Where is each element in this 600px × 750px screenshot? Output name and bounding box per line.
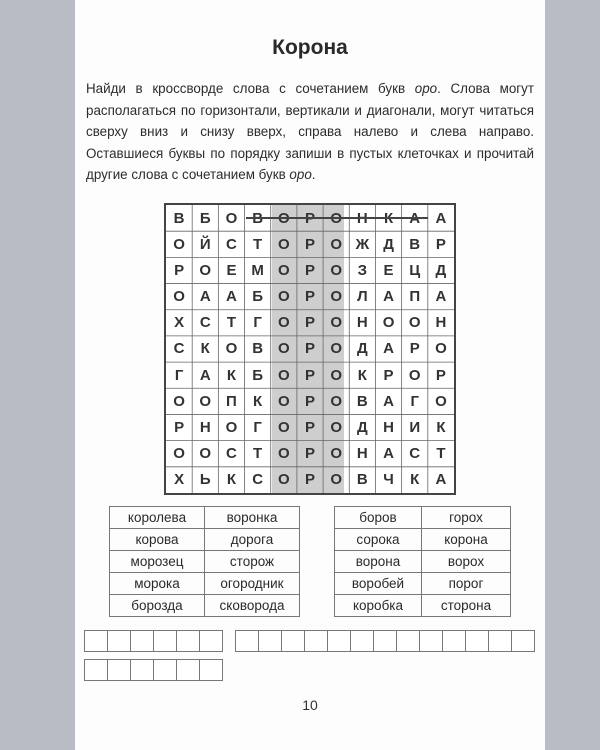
grid-cell: О <box>277 288 290 306</box>
found-word-strike <box>246 217 428 219</box>
page-title: Корона <box>272 36 348 59</box>
grid-cell: Д <box>383 235 394 253</box>
grid-cell: О <box>277 419 290 437</box>
grid-cell: Р <box>304 288 315 306</box>
grid-cell: С <box>199 314 211 332</box>
grid-cell: Т <box>253 445 263 463</box>
word-cell: дорога <box>205 529 300 551</box>
grid-cell: О <box>277 471 290 489</box>
grid-cell: Д <box>357 340 368 358</box>
word-row <box>110 595 300 617</box>
grid-cell: З <box>357 261 368 279</box>
instruction-emphasis: оро <box>289 167 312 182</box>
grid-cell: О <box>173 288 185 306</box>
grid-cell: В <box>409 235 421 253</box>
grid-cell: О <box>173 445 185 463</box>
grid-cell: А <box>435 209 447 227</box>
grid-cell: А <box>199 366 211 384</box>
grid-cell: О <box>277 445 290 463</box>
word-row <box>110 551 300 573</box>
word-row <box>110 529 300 551</box>
word-cell: сорока <box>335 529 422 551</box>
grid-cell: Р <box>304 314 315 332</box>
answer-boxes-row1-b[interactable] <box>235 630 534 652</box>
grid-cell: О <box>330 235 342 253</box>
grid-cell: Н <box>356 445 368 463</box>
grid-cell: Р <box>304 392 315 410</box>
grid-cell: О <box>408 314 421 332</box>
grid-cell: А <box>435 288 447 306</box>
grid-cell: О <box>277 366 290 384</box>
answer-box[interactable] <box>327 630 351 652</box>
word-cell: корона <box>422 529 511 551</box>
grid-cell: С <box>173 340 185 358</box>
grid-cell: Р <box>304 445 315 463</box>
grid-cell: Б <box>252 288 263 306</box>
answer-boxes-row2[interactable] <box>84 659 222 681</box>
grid-cell: С <box>226 445 237 463</box>
grid-cell: Р <box>304 419 315 437</box>
answer-box[interactable] <box>176 630 200 652</box>
grid-cell: С <box>409 445 421 463</box>
instruction-part: . Слова могут располагаться по горизонтали, вертикали и диагонали, могут читаться сверху вниз и снизу вверх, справа налево и слева направо. Оставшиеся буквы по порядку запиши в пустых клеточках и прочитай другие слова с сочетанием букв <box>86 81 534 182</box>
grid-cell: Е <box>383 261 394 279</box>
word-search-grid <box>164 203 456 495</box>
grid-cell: И <box>409 419 421 437</box>
grid-cell: Е <box>226 261 237 279</box>
answer-box[interactable] <box>488 630 512 652</box>
grid-cell: Д <box>357 419 368 437</box>
grid-cell: О <box>330 392 342 410</box>
word-row <box>110 507 300 529</box>
grid-cell: Г <box>410 392 419 410</box>
grid-cell: С <box>252 471 264 489</box>
grid-cell: С <box>226 235 237 253</box>
word-cell: воробей <box>335 573 422 595</box>
word-row <box>335 529 511 551</box>
grid-cell: А <box>383 445 394 463</box>
grid-cell: А <box>435 471 447 489</box>
grid-cell: Р <box>304 340 315 358</box>
word-list-left <box>109 506 300 617</box>
grid-cell: О <box>277 261 290 279</box>
grid-cell: Л <box>357 288 368 306</box>
grid-cell: О <box>330 340 342 358</box>
answer-box[interactable] <box>199 659 223 681</box>
grid-cell: Н <box>199 419 211 437</box>
word-row <box>335 507 511 529</box>
grid-cell: О <box>277 392 290 410</box>
answer-box[interactable] <box>153 630 177 652</box>
grid-cell: О <box>225 419 238 437</box>
grid-cell: Р <box>383 366 394 384</box>
grid-cell: О <box>408 366 421 384</box>
grid-cell: А <box>383 288 394 306</box>
answer-box[interactable] <box>84 659 108 681</box>
word-cell: коробка <box>335 595 422 617</box>
word-cell: боров <box>335 507 422 529</box>
word-cell: борозда <box>110 595 205 617</box>
answer-box[interactable] <box>258 630 282 652</box>
grid-cell: Н <box>435 314 447 332</box>
grid-cell: Т <box>436 445 446 463</box>
grid-cell: О <box>330 471 342 489</box>
word-cell: горох <box>422 507 511 529</box>
grid-cell: Ч <box>383 471 394 489</box>
grid-cell: К <box>226 366 237 384</box>
grid-cell: А <box>383 340 394 358</box>
grid-cell: В <box>173 209 185 227</box>
grid-cell: Ь <box>199 471 211 489</box>
grid-cell: О <box>199 445 212 463</box>
grid-cell: Х <box>174 471 185 489</box>
grid-cell: А <box>199 288 211 306</box>
grid-cell: О <box>330 261 342 279</box>
word-cell: воронка <box>205 507 300 529</box>
grid-cell: Х <box>174 314 185 332</box>
word-cell: королева <box>110 507 205 529</box>
answer-box[interactable] <box>373 630 397 652</box>
grid-cell: Ц <box>409 261 421 279</box>
grid-cell: К <box>410 471 420 489</box>
grid-cell: О <box>330 366 342 384</box>
grid-cell: А <box>383 392 394 410</box>
grid-cell: К <box>357 366 367 384</box>
word-cell: сторож <box>205 551 300 573</box>
grid-cell: П <box>409 288 421 306</box>
grid-cell: К <box>436 419 446 437</box>
grid-cell: Н <box>383 419 394 437</box>
instruction-part: Найди в кроссворде слова с сочетанием букв <box>86 81 415 96</box>
word-cell: огородник <box>205 573 300 595</box>
grid-cell: Р <box>304 235 315 253</box>
answer-box[interactable] <box>304 630 328 652</box>
answer-box[interactable] <box>130 659 154 681</box>
workbook-page <box>75 0 545 750</box>
answer-box[interactable] <box>442 630 466 652</box>
answer-box[interactable] <box>153 659 177 681</box>
word-row <box>335 595 511 617</box>
grid-cell: Р <box>435 235 446 253</box>
grid-cell: Г <box>253 314 262 332</box>
word-cell: ворона <box>335 551 422 573</box>
grid-cell: В <box>356 392 368 410</box>
answer-box[interactable] <box>199 630 223 652</box>
grid-cell: О <box>277 340 290 358</box>
answer-box[interactable] <box>107 630 131 652</box>
grid-cell: О <box>330 419 342 437</box>
grid-cell: О <box>435 340 447 358</box>
page-number: 10 <box>302 697 318 713</box>
grid-cell: Р <box>409 340 420 358</box>
grid-cell: Р <box>174 419 185 437</box>
answer-box[interactable] <box>176 659 200 681</box>
grid-cell: О <box>225 340 238 358</box>
grid-cell: Р <box>174 261 185 279</box>
grid-cell: О <box>435 392 447 410</box>
grid-cell: Й <box>199 235 211 253</box>
word-cell: морока <box>110 573 205 595</box>
grid-cell: В <box>252 340 264 358</box>
word-list-right <box>334 506 511 617</box>
grid-cell: Н <box>356 314 368 332</box>
word-cell: сковорода <box>205 595 300 617</box>
answer-boxes-row1-a[interactable] <box>84 630 222 652</box>
instruction-emphasis: оро <box>414 81 438 96</box>
grid-cell: Т <box>253 235 263 253</box>
answer-box[interactable] <box>84 630 108 652</box>
grid-cell: О <box>277 235 290 253</box>
grid-cell: К <box>200 340 210 358</box>
grid-cell: Р <box>304 471 315 489</box>
word-row <box>335 573 511 595</box>
grid-cell: Г <box>174 366 184 384</box>
grid-cell: О <box>277 314 290 332</box>
grid-cell: К <box>253 392 263 410</box>
grid-cell: Т <box>226 314 237 332</box>
grid-cell: Б <box>199 209 211 227</box>
word-cell: морозец <box>110 551 205 573</box>
grid-cell: Р <box>435 366 446 384</box>
grid-cell: Б <box>252 366 263 384</box>
word-cell: корова <box>110 529 205 551</box>
answer-box[interactable] <box>419 630 443 652</box>
grid-cell: О <box>382 314 395 332</box>
instruction-text <box>86 78 534 186</box>
grid-cell: Р <box>304 261 315 279</box>
grid-cell: Ж <box>355 235 370 253</box>
word-cell: порог <box>422 573 511 595</box>
answer-box[interactable] <box>396 630 420 652</box>
grid-cell: О <box>199 261 212 279</box>
answer-box[interactable] <box>235 630 259 652</box>
grid-cell: К <box>226 471 237 489</box>
grid-cell: Д <box>435 261 447 279</box>
grid-cell: Г <box>253 419 262 437</box>
grid-cell: М <box>251 261 264 279</box>
answer-box[interactable] <box>465 630 489 652</box>
word-cell: ворох <box>422 551 511 573</box>
answer-box[interactable] <box>130 630 154 652</box>
instruction-part: . <box>311 167 316 182</box>
grid-cell: О <box>173 235 185 253</box>
grid-cell: О <box>225 209 238 227</box>
answer-box[interactable] <box>350 630 374 652</box>
grid-cell: Р <box>304 366 315 384</box>
word-row <box>110 573 300 595</box>
answer-box[interactable] <box>511 630 535 652</box>
grid-cell: О <box>330 445 342 463</box>
grid-cell: В <box>356 471 368 489</box>
word-cell: сторона <box>422 595 511 617</box>
answer-box[interactable] <box>281 630 305 652</box>
grid-cell: О <box>330 314 342 332</box>
grid-cell: А <box>226 288 237 306</box>
word-row <box>335 551 511 573</box>
grid-cell: О <box>173 392 185 410</box>
answer-box[interactable] <box>107 659 131 681</box>
grid-cell: О <box>330 288 342 306</box>
grid-cell: О <box>199 392 212 410</box>
grid-cell: П <box>226 392 237 410</box>
